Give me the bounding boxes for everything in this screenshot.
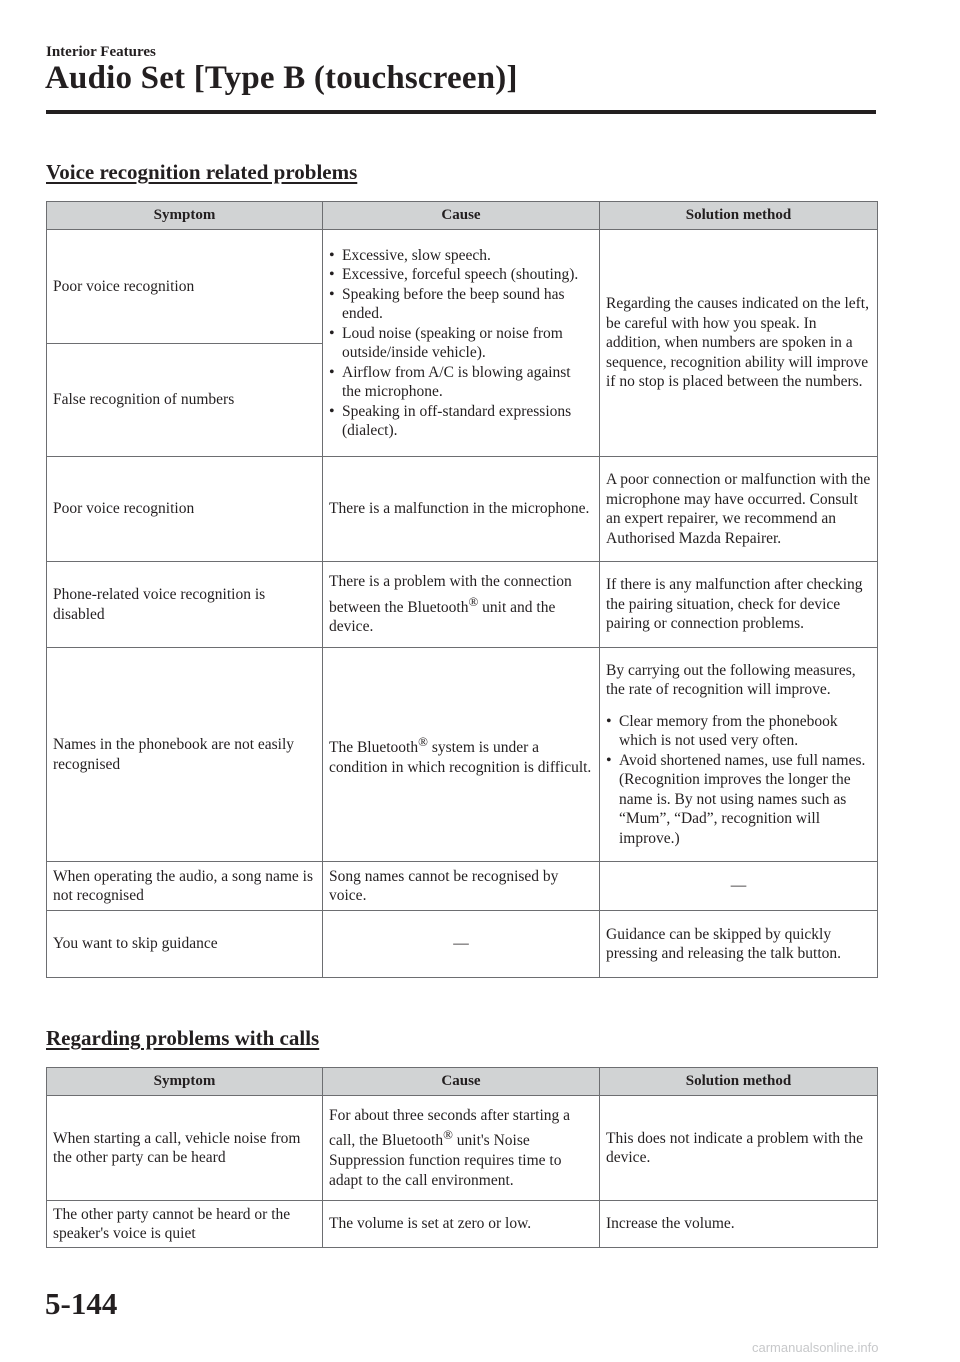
list-item: • Excessive, slow speech.	[329, 246, 593, 266]
solution-cell: Regarding the causes indicated on the left, be careful with how you speak. In addition, when numbers are spoken in a sequence, recognition ability will improve if no stop is placed between the numbers.	[600, 230, 878, 457]
column-header-symptom: Symptom	[47, 1068, 323, 1096]
cause-text: unit's Noise Suppression function requires time to adapt to the call environment.	[329, 1132, 562, 1189]
table-row	[47, 562, 878, 648]
cause-text: There is a problem with the connection between the Bluetooth	[329, 573, 572, 616]
solution-list	[606, 712, 871, 849]
cause-cell: There is a malfunction in the microphone.	[323, 457, 600, 562]
table-row	[47, 862, 878, 911]
cause-text: unit and the device.	[329, 598, 556, 636]
table-row	[47, 457, 878, 562]
solution-cell: Increase the volume.	[600, 1201, 878, 1248]
symptom-cell: False recognition of numbers	[47, 344, 323, 457]
solution-cell: If there is any malfunction after checking the pairing situation, check for device pairing or connection problems.	[600, 562, 878, 648]
voice-section-heading: Voice recognition related problems	[46, 160, 358, 184]
table-row	[47, 230, 878, 344]
column-header-cause: Cause	[323, 202, 600, 230]
list-item: • Airflow from A/C is blowing against the microphone.	[329, 363, 593, 402]
symptom-cell: Poor voice recognition	[47, 457, 323, 562]
table-row	[47, 911, 878, 978]
column-header-cause: Cause	[323, 1068, 600, 1096]
symptom-cell: The other party cannot be heard or the speaker's voice is quiet	[47, 1201, 323, 1248]
watermark-text: carmanualsonline.info	[752, 1340, 879, 1355]
symptom-cell: Poor voice recognition	[47, 230, 323, 344]
list-item: • Loud noise (speaking or noise from outside/inside vehicle).	[329, 324, 593, 363]
list-item: • Speaking before the beep sound has ended.	[329, 285, 593, 324]
list-item: • Speaking in off-standard expressions (dialect).	[329, 402, 593, 441]
page-number: 5-144	[45, 1286, 118, 1321]
list-item: • Clear memory from the phonebook which is not used very often.	[606, 712, 871, 751]
registered-mark: ®	[443, 1127, 453, 1143]
table-row	[47, 648, 878, 862]
solution-cell: A poor connection or malfunction with the microphone may have occurred. Consult an expert repairer, we recommend an Authorised Mazda Repairer.	[600, 457, 878, 562]
table-header-row	[47, 202, 878, 230]
table-row	[47, 1096, 878, 1201]
page-title: Audio Set [Type B (touchscreen)]	[45, 60, 518, 96]
solution-cell: This does not indicate a problem with the device.	[600, 1096, 878, 1201]
list-item: • Avoid shortened names, use full names. (Recognition improves the longer the name is. By not using names such as “Mum”, “Dad”, recognition will improve.)	[606, 751, 871, 849]
column-header-symptom: Symptom	[47, 202, 323, 230]
cause-cell: The volume is set at zero or low.	[323, 1201, 600, 1248]
cause-cell	[323, 1096, 600, 1201]
cause-list	[329, 246, 593, 441]
section-label: Interior Features	[46, 44, 156, 60]
cause-cell	[323, 230, 600, 457]
list-item: • Excessive, forceful speech (shouting).	[329, 265, 593, 285]
call-problems-table	[46, 1067, 878, 1248]
symptom-cell: Phone-related voice recognition is disabled	[47, 562, 323, 648]
solution-intro: By carrying out the following measures, the rate of recognition will improve.	[606, 661, 856, 699]
column-header-solution: Solution method	[600, 1068, 878, 1096]
table-row	[47, 1201, 878, 1248]
cause-text: For about three seconds after starting a call, the Bluetooth	[329, 1106, 571, 1150]
symptom-cell: You want to skip guidance	[47, 911, 323, 978]
symptom-cell: When starting a call, vehicle noise from the other party can be heard	[47, 1096, 323, 1201]
table-header-row	[47, 1068, 878, 1096]
solution-cell: Guidance can be skipped by quickly pressing and releasing the talk button.	[600, 911, 878, 978]
registered-mark: ®	[418, 733, 428, 749]
cause-cell	[323, 648, 600, 862]
symptom-cell: Names in the phonebook are not easily recognised	[47, 648, 323, 862]
cause-cell: Song names cannot be recognised by voice.	[323, 862, 600, 911]
symptom-cell: When operating the audio, a song name is not recognised	[47, 862, 323, 911]
cause-cell	[323, 562, 600, 648]
calls-section-heading: Regarding problems with calls	[46, 1026, 320, 1050]
column-header-solution: Solution method	[600, 202, 878, 230]
solution-cell: —	[600, 862, 878, 911]
voice-problems-table	[46, 201, 878, 978]
cause-text: system is under a condition in which recognition is difficult.	[329, 739, 592, 776]
header-divider	[46, 110, 876, 114]
cause-text: The Bluetooth	[329, 739, 419, 757]
solution-cell	[600, 648, 878, 862]
cause-cell: —	[323, 911, 600, 978]
registered-mark: ®	[468, 593, 479, 609]
